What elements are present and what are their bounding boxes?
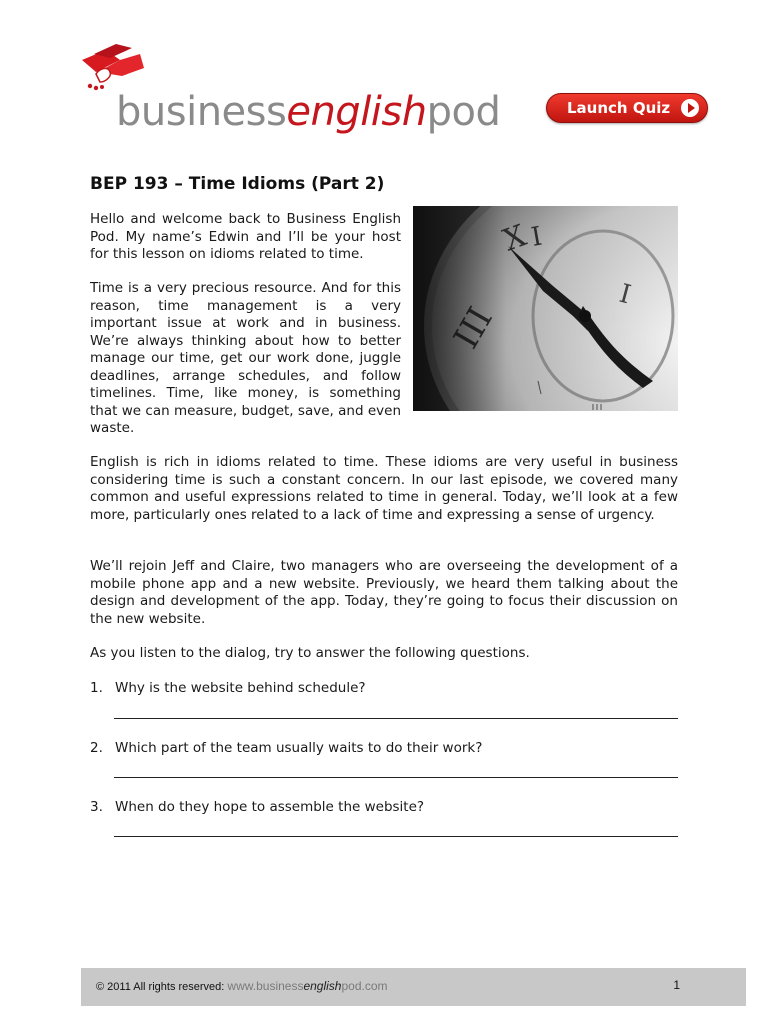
question-item (90, 740, 482, 757)
page-number: 1 (673, 978, 680, 992)
logo-part-pod: pod (426, 89, 501, 135)
play-icon (681, 99, 699, 117)
question-text: Which part of the team usually waits to do their work? (115, 740, 483, 756)
clock-image (413, 206, 678, 411)
question-number: 2. (90, 740, 103, 756)
paragraph-instructions: As you listen to the dialog, try to answer the following questions. (90, 645, 530, 661)
question-item (90, 799, 424, 816)
page-footer (81, 968, 746, 1006)
copyright-text: © 2011 All rights reserved: (96, 981, 225, 993)
logo-part-business: business (116, 89, 287, 135)
launch-quiz-label: Launch Quiz (567, 99, 671, 117)
question-number: 3. (90, 799, 103, 815)
question-item (90, 680, 366, 697)
answer-line[interactable] (114, 836, 678, 837)
url-part-prefix: www.business (227, 979, 304, 993)
paragraph-dialog-context: We’ll rejoin Jeff and Claire, two managers who are overseeing the development of a mobile phone app and a new website. Previously, we heard them talking about the design and development of the app. Today, they’re going to focus their discussion on the new website. (90, 558, 678, 627)
url-part-suffix: pod.com (341, 979, 388, 993)
paragraph-idioms: English is rich in idioms related to time. These idioms are very useful in business considering time is such a constant concern. In our last episode, we covered many common and useful expressions related to time in general. Today, we’ll look at a few more, particularly ones related to a lack of time and expressing a sense of urgency. (90, 454, 678, 523)
paragraph-time-resource: Time is a very precious resource. And for this reason, time management is a very important issue at work and in business. We’re always thinking about how to better manage our time, get our work done, juggle deadlines, arrange schedules, and follow timelines. Time, like money, is something that we can measure, budget, save, and even waste. (90, 280, 401, 436)
launch-quiz-button[interactable] (546, 93, 708, 123)
answer-line[interactable] (114, 718, 678, 719)
question-text: When do they hope to assemble the website? (115, 799, 425, 815)
footer-url-link[interactable] (227, 979, 387, 993)
lesson-title: BEP 193 – Time Idioms (Part 2) (90, 174, 385, 194)
paragraph-intro: Hello and welcome back to Business English Pod. My name’s Edwin and I’ll be your host for this lesson on idioms related to time. (90, 211, 401, 262)
answer-line[interactable] (114, 777, 678, 778)
logo-part-english: english (286, 89, 427, 135)
url-part-english: english (303, 979, 342, 993)
question-number: 1. (90, 680, 103, 696)
footer-copyright (96, 979, 388, 993)
question-text: Why is the website behind schedule? (115, 680, 366, 696)
logo-wordmark (116, 87, 500, 137)
businessenglishpod-logo (76, 42, 516, 142)
